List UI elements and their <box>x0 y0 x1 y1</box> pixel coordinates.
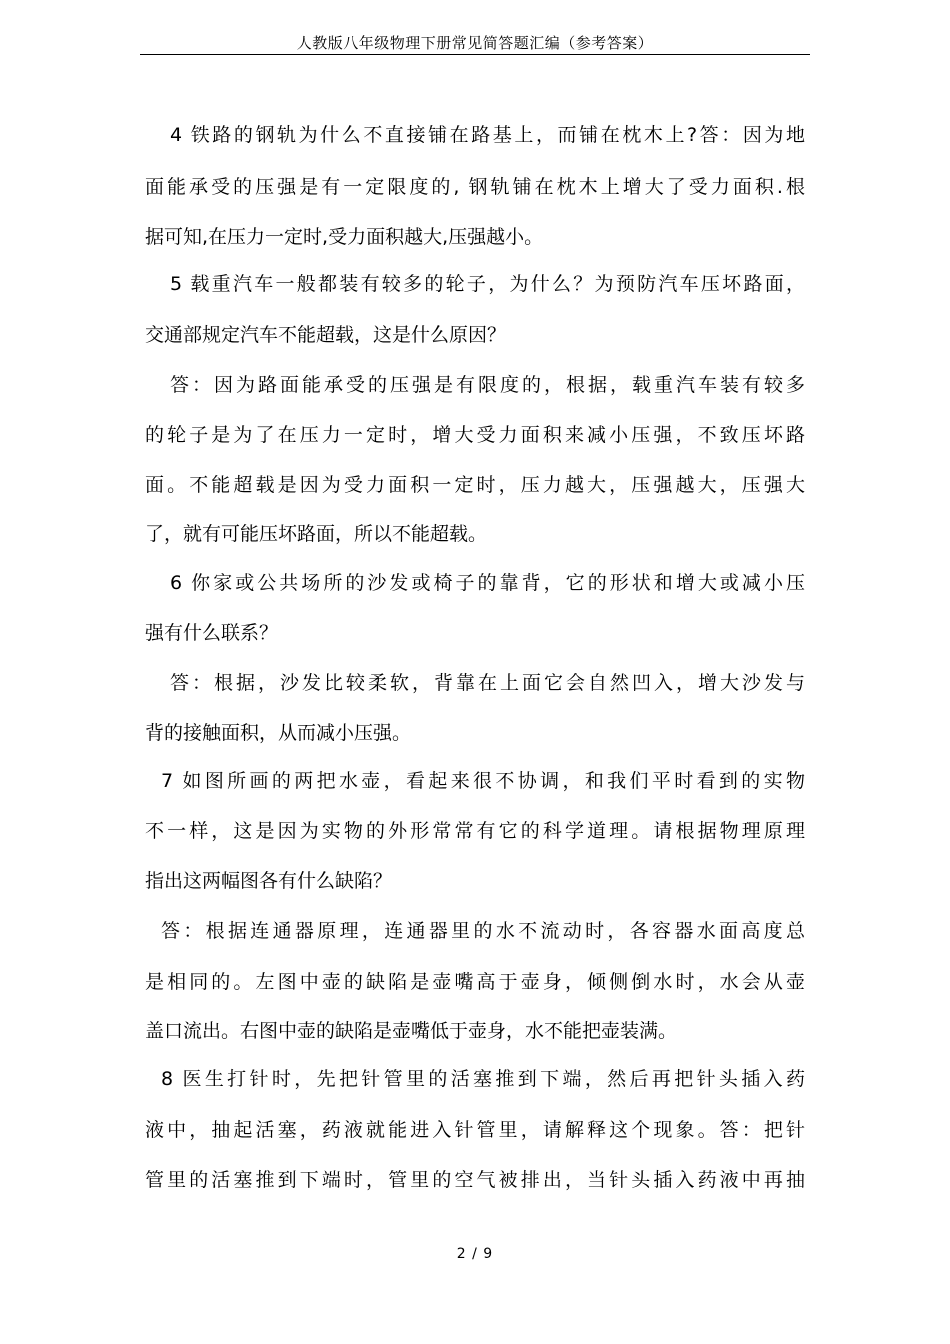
text-line: 的轮子是为了在压力一定时，增大受力面积来减小压强，不致压坏路 <box>145 424 805 446</box>
page-number: 2 / 9 <box>456 1246 494 1262</box>
text-line: 管里的活塞推到下端时，管里的空气被排出，当针头插入药液中再抽 <box>145 1169 805 1191</box>
text-line: 答：因为路面能承受的压强是有限度的，根据，载重汽车装有较多 <box>170 374 805 396</box>
text-line: 面能承受的压强是有一定限度的, 钢轨铺在枕木上增大了受力面积.根 <box>145 176 805 198</box>
text-line: 8 医生打针时，先把针管里的活塞推到下端，然后再把针头插入药 <box>161 1068 805 1090</box>
text-line: 强有什么联系？ <box>145 622 279 644</box>
text-line: 是相同的。左图中壶的缺陷是壶嘴高于壶身，倾侧倒水时，水会从壶 <box>145 971 805 993</box>
text-line: 6 你家或公共场所的沙发或椅子的靠背，它的形状和增大或减小压 <box>170 572 805 594</box>
text-line: 答：根据连通器原理，连通器里的水不流动时，各容器水面高度总 <box>161 920 805 942</box>
text-line: 背的接触面积，从而减小压强。 <box>145 722 412 744</box>
text-line: 答：根据，沙发比较柔软，背靠在上面它会自然凹入，增大沙发与 <box>170 672 805 694</box>
text-line: 液中，抽起活塞，药液就能进入针管里，请解释这个现象。答：把针 <box>145 1119 805 1141</box>
text-line: 4 铁路的钢轨为什么不直接铺在路基上，而铺在枕木上?答：因为地 <box>170 124 805 146</box>
text-line: 不一样，这是因为实物的外形常常有它的科学道理。请根据物理原理 <box>145 820 805 842</box>
text-line: 指出这两幅图各有什么缺陷？ <box>145 870 393 892</box>
text-line: 盖口流出。右图中壶的缺陷是壶嘴低于壶身，水不能把壶装满。 <box>145 1020 678 1042</box>
text-line: 了，就有可能压坏路面，所以不能超载。 <box>145 523 488 545</box>
page-header-title: 人教版八年级物理下册常见简答题汇编（参考答案） <box>296 34 654 52</box>
text-line: 据可知,在压力一定时,受力面积越大,压强越小。 <box>145 226 544 248</box>
text-line: 5 载重汽车一般都装有较多的轮子，为什么？为预防汽车压坏路面， <box>170 273 805 295</box>
text-line: 7 如图所画的两把水壶，看起来很不协调，和我们平时看到的实物 <box>161 770 805 792</box>
text-line: 交通部规定汽车不能超载，这是什么原因？ <box>145 324 507 346</box>
text-line: 面。不能超载是因为受力面积一定时，压力越大，压强越大，压强大 <box>145 474 805 496</box>
header-divider <box>140 54 810 55</box>
